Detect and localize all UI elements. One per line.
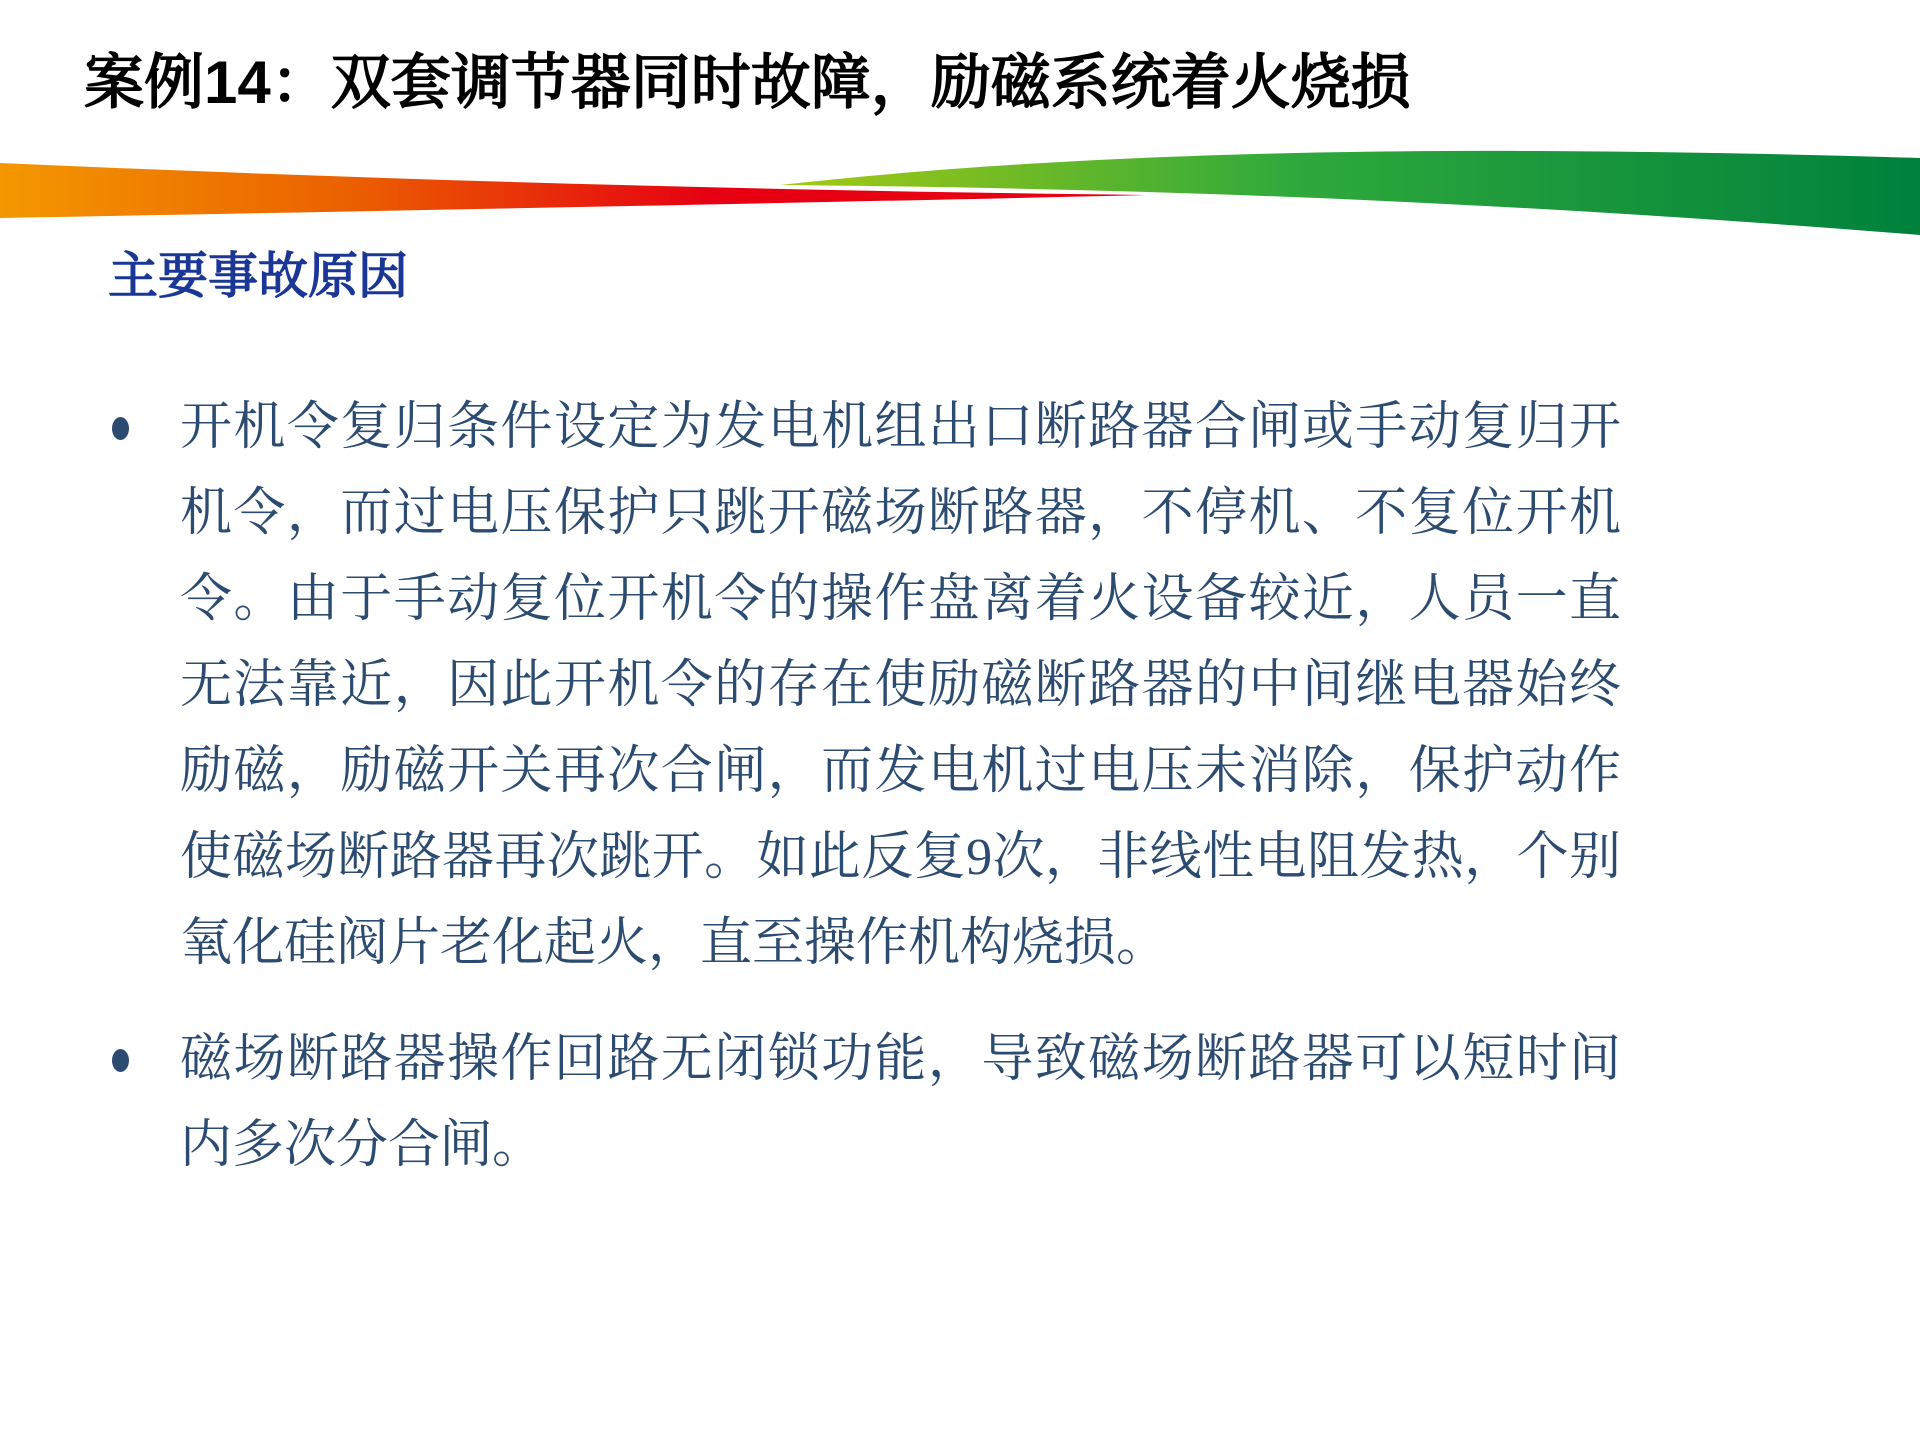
list-item [110, 1017, 1621, 1189]
bullet-marker [112, 417, 129, 440]
section-heading: 主要事故原因 [108, 248, 408, 304]
bullet-text: 磁场断路器操作回路无闭锁功能，导致磁场断路器可以短时间内多次分合闸。 [180, 1031, 1621, 1174]
bullet-list [110, 385, 1630, 1219]
bullet-text: 开机令复归条件设定为发电机组出口断路器合闸或手动复归开机令，而过电压保护只跳开磁场断路器，不停机、不复位开机令。由于手动复位开机令的操作盘离着火设备较近，人员一直无法靠近，因此开机令的存在使励磁断路器的中间继电器始终励磁，励磁开关再次合闸，而发电机过电压未消除，保护动作使磁场断路器再次跳开。如此反复9次，非线性电阻发热，个别氧化硅阀片老化起火，直至操作机构烧损。 [180, 399, 1621, 972]
list-item [110, 385, 1621, 987]
decorative-ribbon [0, 138, 1920, 238]
slide-title: 案例14：双套调节器同时故障，励磁系统着火烧损 [84, 49, 1411, 116]
bullet-marker [112, 1049, 129, 1072]
